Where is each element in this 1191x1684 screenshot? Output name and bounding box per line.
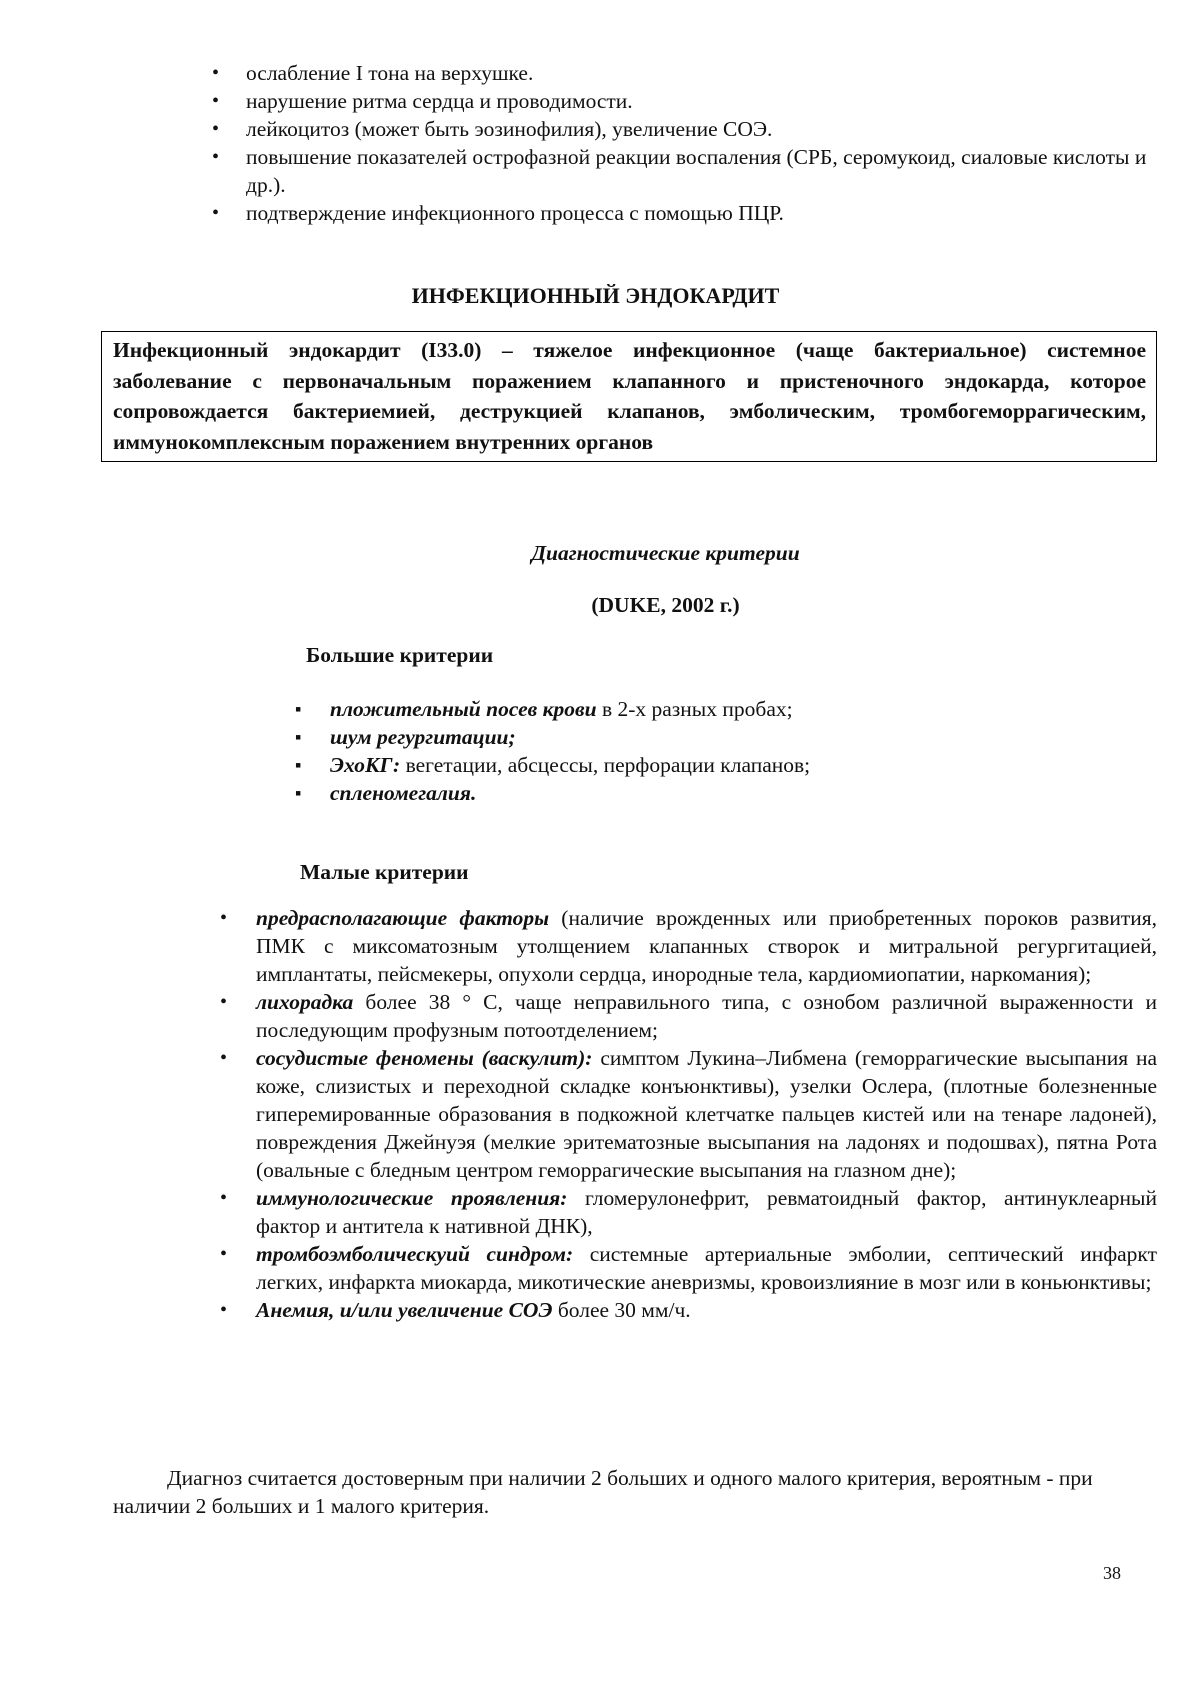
diagnostic-criteria-title: Диагностические критерии [531,541,800,565]
criterion-text: (наличие врожденных или приобретенных пороков развития, ПМК с миксоматозным утолщением клапанных створок и митральной регургитацией, имплантаты, пейсмекеры, опухоли сердца, инородные тела, кардиомиопатии, наркомания); [256,906,1158,986]
criterion-text: более 30 мм/ч. [552,1298,691,1322]
criterion-text: более 38 ° С, чаще неправильного типа, с ознобом различной выраженности и последующим профузным потоотделением; [256,990,1157,1042]
list-item: • нарушение ритма сердца и проводимости. [246,87,1166,115]
list-item: • лейкоцитоз (может быть эозинофилия), увеличение СОЭ. [246,115,1166,143]
list-item [256,988,1157,1044]
major-criteria-heading: Большие критерии [306,643,494,667]
definition-box [101,331,1157,462]
list-item [330,751,810,779]
criterion-text: системные артериальные эмболии, септический инфаркт легких, инфаркта миокарда, микотические аневризмы, кровоизлияние в мозг или в коньюнктивы; [256,1242,1157,1294]
list-item [256,904,1157,988]
criterion-term: сосудистые феномены (васкулит): [256,1046,593,1070]
criterion-term: шум регургитации; [330,725,516,749]
minor-criteria-heading: Малые критерии [300,860,469,884]
list-item [330,695,810,723]
list-item [256,1044,1157,1184]
criterion-term: лихорадка [256,990,354,1014]
criterion-term: пложительный посев крови [330,697,597,721]
list-item: • подтверждение инфекционного процесса с помощью ПЦР. [246,199,1166,227]
list-item [256,1296,1157,1324]
criterion-text: симптом Лукина–Либмена (геморрагические высыпания на коже, слизистых и переходной складке конъюнктивы), узелки Ослера, (плотные болезненные гиперемированные образования в подкожной клетчатке пальцев кистей или на тенаре ладоней), повреждения Джейнуэя (мелкие эритематозные высыпания на ладонях и подошвах), пятна Рота (овальные с бледным центром геморрагические высыпания на глазном дне); [256,1046,1158,1182]
page-number: 38 [1103,1563,1121,1583]
criterion-term: спленомегалия. [330,781,477,805]
list-item [330,779,810,807]
list-item [256,1184,1157,1240]
criterion-text: в 2-х разных пробах; [596,697,793,721]
criterion-text: гломерулонефрит, ревматоидный фактор, антинуклеарный фактор и антитела к нативной ДНК), [256,1186,1157,1238]
criterion-term: Анемия, и/или увеличение СОЭ [256,1298,553,1322]
list-item: • повышение показателей острофазной реакции воспаления (СРБ, серомукоид, сиаловые кислоты и др.). [246,143,1166,199]
definition-text: Инфекционный эндокардит (I33.0) – тяжелое инфекционное (чаще бактериальное) системное заболевание с первоначальным поражением клапанного и пристеночного эндокарда, которое сопровождается бактериемией, деструкцией клапанов, эмболическим, тромбогеморрагическим, иммунокомплексным поражением внутренних органов [113,338,1146,454]
list-item: • ослабление I тона на верхушке. [246,59,1166,87]
diagnostic-criteria-source: (DUKE, 2002 г.) [591,593,740,617]
criterion-term: иммунологические проявления: [256,1186,568,1210]
criterion-term: тромбоэмболическуий синдром: [256,1242,574,1266]
symptom-list [246,59,1166,227]
criterion-term: ЭхоКГ: [330,753,401,777]
major-criteria-list [330,695,810,807]
minor-criteria-list [256,904,1157,1324]
criterion-term: предрасполагающие факторы [256,906,550,930]
section-title: ИНФЕКЦИОННЫЙ ЭНДОКАРДИТ [411,283,780,308]
conclusion-paragraph: Диагноз считается достоверным при наличии 2 больших и одного малого критерия, вероятным - при наличии 2 больших и 1 малого критерия. [113,1466,1093,1518]
criterion-text: вегетации, абсцессы, перфорации клапанов; [400,753,811,777]
list-item [330,723,810,751]
list-item [256,1240,1157,1296]
